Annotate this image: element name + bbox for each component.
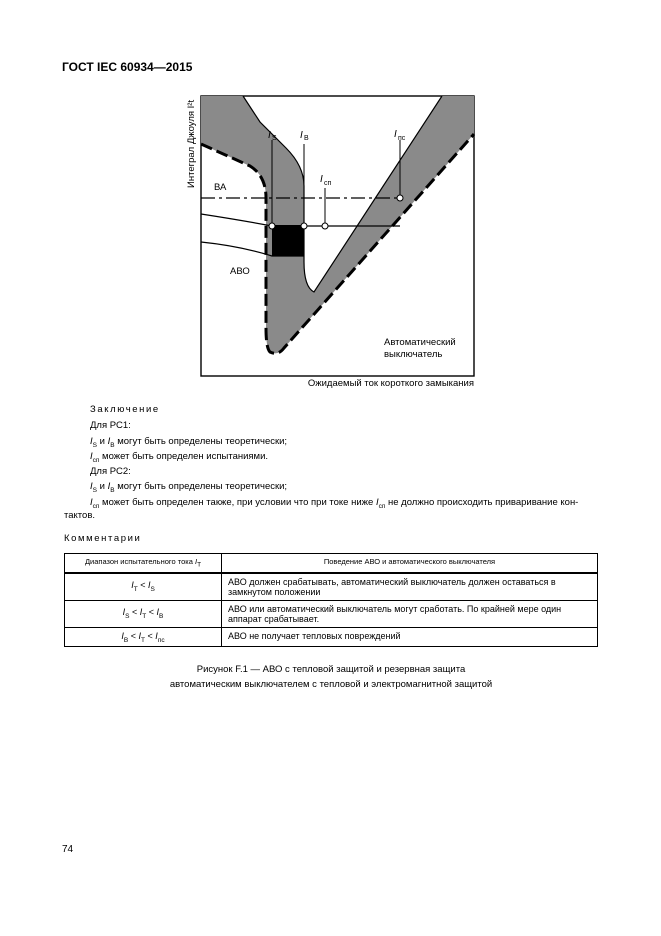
svg-text:I: I	[394, 129, 397, 140]
point-ib	[301, 223, 307, 229]
behavior-cell: АВО не получает тепловых повреждений	[222, 627, 598, 647]
label-ips: пс	[398, 135, 406, 142]
abo-band	[201, 96, 474, 353]
label-ba: ВА	[214, 182, 227, 193]
comments-title: Комментарии	[64, 533, 142, 544]
document-header: ГОСТ IEC 60934—2015	[62, 60, 193, 74]
svg-text:I: I	[320, 174, 323, 185]
x-axis-title: Ожидаемый ток короткого замыкания	[307, 378, 474, 389]
label-breaker-2: выключатель	[384, 349, 443, 360]
figure-f1	[150, 82, 490, 392]
label-breaker-1: Автоматический	[384, 337, 456, 348]
conclusion-line-1: $I_S$ и $I_B$ могут быть определены теоретически;	[90, 436, 288, 449]
label-ib: B	[304, 135, 309, 142]
table-row: $I_S < I_T < I_B$ АВО или автоматический выключатель могут сработать. По крайней мере один аппарат срабатывает.	[65, 600, 598, 627]
label-isp: сп	[324, 180, 332, 187]
conclusion-line-4-wrap: тактов.	[64, 510, 96, 521]
overlap-zone	[272, 225, 304, 256]
svg-text:I: I	[300, 130, 303, 141]
conclusion-line-4: $I_{сп}$ может быть определен также, при условии что при токе ниже $I_{сп}$ не должно происходить приваривание кон-	[90, 497, 579, 510]
pc1-label: Для РС1:	[90, 420, 131, 431]
pc2-label: Для РС2:	[90, 466, 131, 477]
point-is	[269, 223, 275, 229]
conclusion-line-2: $I_{сп}$ может быть определен испытаниями.	[90, 451, 269, 464]
col-range-header: Диапазон испытательного тока $I_T$	[65, 554, 222, 573]
comments-table	[64, 553, 598, 647]
col-behavior-header: Поведение АВО и автоматического выключателя	[222, 554, 598, 573]
y-axis-title: Интеграл Джоуля I²t	[186, 99, 197, 188]
table-row: $I_B < I_T < I_{пс}$ АВО не получает тепловых повреждений	[65, 627, 598, 647]
page-number: 74	[62, 844, 74, 855]
point-isp	[322, 223, 328, 229]
label-is: S	[272, 135, 277, 142]
behavior-cell: АВО должен срабатывать, автоматический выключатель должен оставаться в замкнутом положении	[222, 573, 598, 601]
conclusion-line-3: $I_S$ и $I_B$ могут быть определены теоретически;	[90, 481, 288, 494]
table-header-row	[65, 554, 598, 573]
svg-text:I: I	[268, 130, 271, 141]
behavior-cell: АВО или автоматический выключатель могут сработать. По крайней мере один аппарат срабатывает.	[222, 600, 598, 627]
label-abo: АВО	[230, 266, 250, 277]
point-ips	[397, 195, 403, 201]
conclusion-title: Заключение	[90, 404, 160, 415]
table-row: $I_T < I_S$ АВО должен срабатывать, автоматический выключатель должен оставаться в замкнутом положении	[65, 573, 598, 601]
figure-caption: Рисунок F.1 — АВО с тепловой защитой и резервная защита автоматическим выключателем с тепловой и электромагнитной защитой	[169, 664, 493, 690]
